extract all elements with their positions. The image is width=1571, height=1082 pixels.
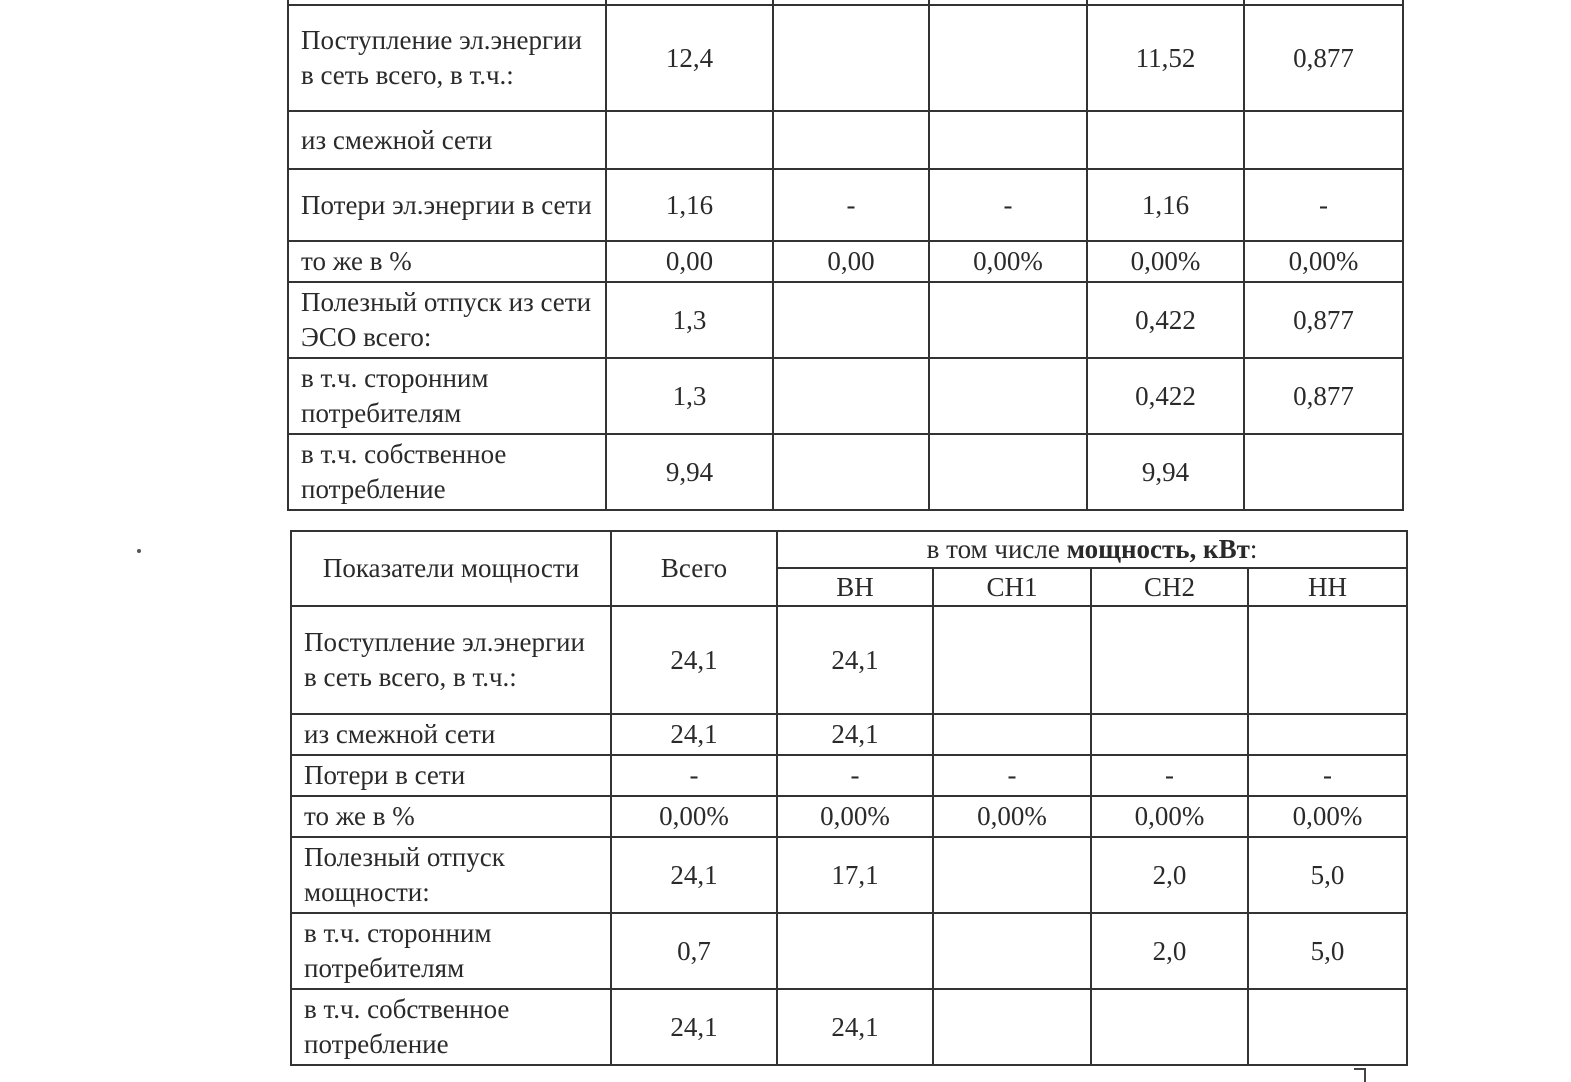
cell-total: 9,94 [606,434,773,510]
cell-nn: - [1244,169,1403,241]
cell-total: - [611,755,777,796]
cell-vn: - [773,169,929,241]
cell-sn2: 11,52 [1087,5,1244,111]
cell-vn: 24,1 [777,989,933,1065]
row-label: Поступление эл.энергии в сеть всего, в т.ч.: [288,5,606,111]
header-group [777,531,1407,568]
header-sn1: СН1 [933,568,1091,606]
row-label: в т.ч. собственное потребление [288,434,606,510]
cell-vn: 24,1 [777,606,933,714]
cell-total: 1,3 [606,282,773,358]
cell-sn1 [933,913,1091,989]
cell-total: 24,1 [611,837,777,913]
table-row [288,241,1403,282]
cell-total: 1,16 [606,169,773,241]
row-label: Потери в сети [291,755,611,796]
cell-sn2: - [1091,755,1248,796]
header-vn: ВН [777,568,933,606]
cell-nn [1248,989,1407,1065]
cell-nn: 0,877 [1244,5,1403,111]
cell-vn [773,111,929,169]
scan-speck [137,549,141,553]
cell-sn1 [929,111,1087,169]
cell-total: 24,1 [611,989,777,1065]
cell-sn2: 2,0 [1091,913,1248,989]
row-label: то же в % [291,796,611,837]
cell-nn [1248,714,1407,755]
cell-sn1: 0,00% [929,241,1087,282]
cell-nn: 5,0 [1248,913,1407,989]
cell-nn: 0,877 [1244,282,1403,358]
row-label: Поступление эл.энергии в сеть всего, в т.ч.: [291,606,611,714]
table-row [288,434,1403,510]
cell-vn [773,282,929,358]
cell-sn1 [929,434,1087,510]
cell-sn1 [929,5,1087,111]
cell-sn2 [1091,989,1248,1065]
row-label: Полезный отпуск мощности: [291,837,611,913]
cell-sn1 [933,989,1091,1065]
cell-total: 0,00 [606,241,773,282]
header-indicator: Показатели мощности [291,531,611,606]
table-row [291,989,1407,1065]
cell-nn: - [1248,755,1407,796]
header-group-prefix: в том числе [926,534,1067,564]
cell-sn2: 0,00% [1087,241,1244,282]
cell-sn1: - [929,169,1087,241]
row-label: в т.ч. собственное потребление [291,989,611,1065]
table-row [291,913,1407,989]
table-row [288,169,1403,241]
row-label: в т.ч. сторонним потребителям [288,358,606,434]
table-row [291,837,1407,913]
cell-sn2 [1091,714,1248,755]
header-row [291,531,1407,568]
cell-total: 12,4 [606,5,773,111]
cell-vn [773,358,929,434]
cell-nn [1248,606,1407,714]
power-table [290,530,1408,1066]
cell-sn2: 0,00% [1091,796,1248,837]
cell-vn [777,913,933,989]
cell-sn1 [929,358,1087,434]
cell-sn1 [933,714,1091,755]
header-group-suffix: : [1249,534,1258,564]
energy-table [287,0,1404,511]
table-row [291,714,1407,755]
table-row [291,796,1407,837]
cell-nn: 0,00% [1248,796,1407,837]
cell-sn2 [1091,606,1248,714]
cell-sn1: 0,00% [933,796,1091,837]
row-label: Потери эл.энергии в сети [288,169,606,241]
row-label: из смежной сети [288,111,606,169]
cell-nn [1244,434,1403,510]
cell-nn [1244,111,1403,169]
cell-total: 24,1 [611,606,777,714]
header-group-bold: мощность, кВт [1066,534,1250,564]
cell-nn: 5,0 [1248,837,1407,913]
row-label: из смежной сети [291,714,611,755]
cell-nn: 0,00% [1244,241,1403,282]
cell-sn1 [933,606,1091,714]
table-row [288,282,1403,358]
row-label: то же в % [288,241,606,282]
cell-vn: - [777,755,933,796]
cell-sn2: 2,0 [1091,837,1248,913]
cell-vn: 0,00% [777,796,933,837]
cell-nn: 0,877 [1244,358,1403,434]
cell-vn: 17,1 [777,837,933,913]
table-row [288,358,1403,434]
table-row [288,111,1403,169]
table-row [291,755,1407,796]
table-row [288,5,1403,111]
cell-sn1: - [933,755,1091,796]
cell-total: 0,00% [611,796,777,837]
header-total: Всего [611,531,777,606]
cell-vn: 24,1 [777,714,933,755]
cell-vn: 0,00 [773,241,929,282]
cell-total [606,111,773,169]
header-sn2: СН2 [1091,568,1248,606]
header-nn: НН [1248,568,1407,606]
cell-sn2: 9,94 [1087,434,1244,510]
cell-sn2: 1,16 [1087,169,1244,241]
cell-vn [773,5,929,111]
row-label: Полезный отпуск из сети ЭСО всего: [288,282,606,358]
cell-sn2 [1087,111,1244,169]
cell-sn1 [933,837,1091,913]
table-row [291,606,1407,714]
cell-vn [773,434,929,510]
cell-total: 1,3 [606,358,773,434]
cell-sn1 [929,282,1087,358]
cell-total: 0,7 [611,913,777,989]
cell-total: 24,1 [611,714,777,755]
cell-sn2: 0,422 [1087,282,1244,358]
row-label: в т.ч. сторонним потребителям [291,913,611,989]
cell-sn2: 0,422 [1087,358,1244,434]
